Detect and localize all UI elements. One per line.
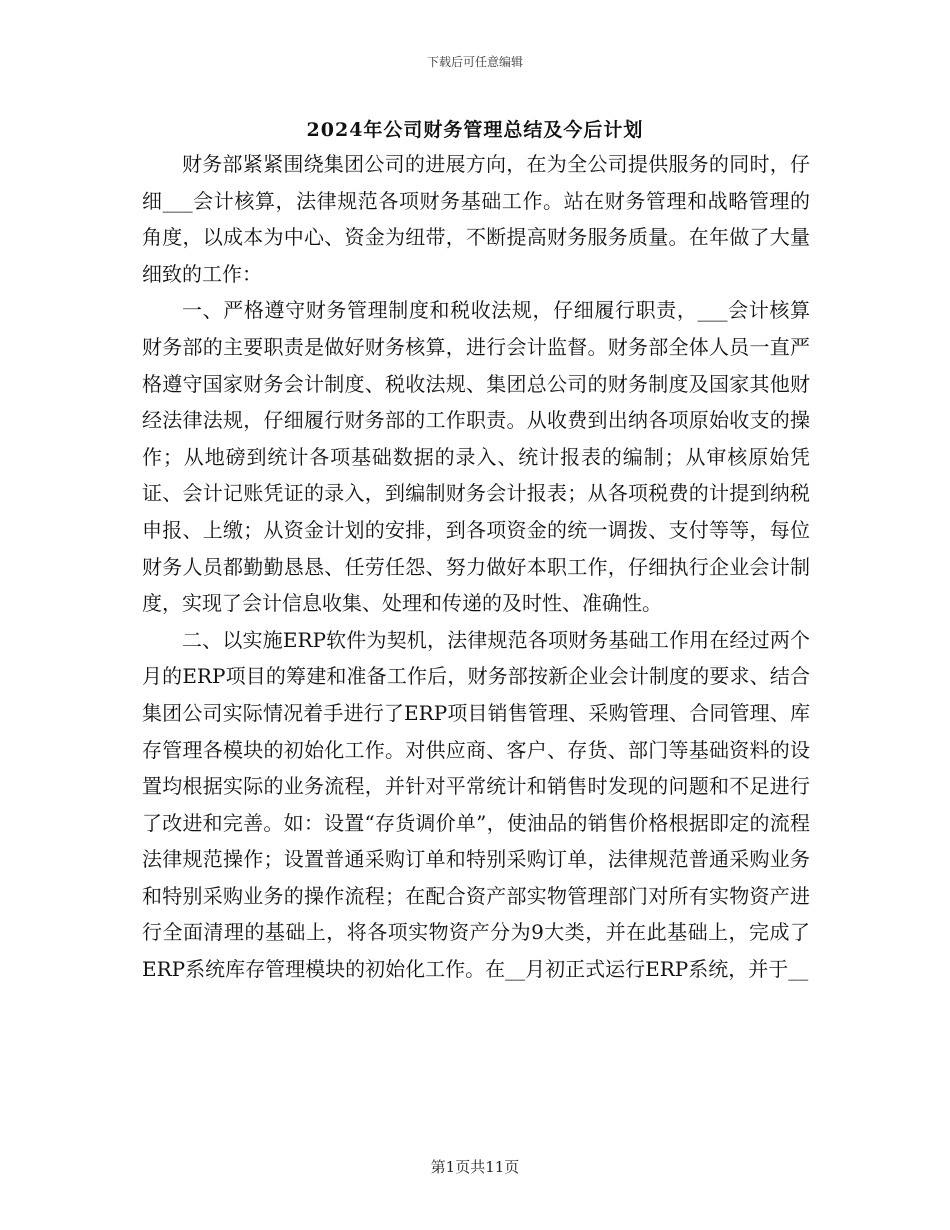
document-title: 2024年公司财务管理总结及今后计划 [306,119,644,141]
document-body [142,146,810,988]
paragraph-section-2: 二、以实施ERP软件为契机，法律规范各项财务基础工作用在经过两个月的ERP项目的筹建和准备工作后，财务部按新企业会计制度的要求、结合集团公司实际情况着手进行了ERP项目销售管理、采购管理、合同管理、库存管理各模块的初始化工作。对供应商、客户、存货、部门等基础资料的设置均根据实际的业务流程，并针对平常统计和销售时发现的问题和不足进行了改进和完善。如：设置“存货调价单”，使油品的销售价格根据即定的流程法律规范操作；设置普通采购订单和特别采购订单，法律规范普通采购业务和特别采购业务的操作流程；在配合资产部实物管理部门对所有实物资产进行全面清理的基础上，将各项实物资产分为9大类，并在此基础上，完成了ERP系统库存管理模块的初始化工作。在__月初正式运行ERP系统，并于__ [142,627,810,982]
header-note: 下载后可任意编辑 [426,55,523,69]
page-indicator: 第1页共11页 [430,1158,520,1176]
paragraph-section-1: 一、严格遵守财务管理制度和税收法规，仔细履行职责，___会计核算财务部的主要职责是做好财务核算，进行会计监督。财务部全体人员一直严格遵守国家财务会计制度、税收法规、集团总公司的财务制度及国家其他财经法律法规，仔细履行财务部的工作职责。从收费到出纳各项原始收支的操作；从地磅到统计各项基础数据的录入、统计报表的编制；从审核原始凭证、会计记账凭证的录入，到编制财务会计报表；从各项税费的计提到纳税申报、上缴；从资金计划的安排，到各项资金的统一调拨、支付等等，每位财务人员都勤勤恳恳、任劳任怨、努力做好本职工作，仔细执行企业会计制度，实现了会计信息收集、处理和传递的及时性、准确性。 [142,298,810,616]
paragraph-intro: 财务部紧紧围绕集团公司的进展方向，在为全公司提供服务的同时，仔细___会计核算，法律规范各项财务基础工作。站在财务管理和战略管理的角度，以成本为中心、资金为纽带，不断提高财务服务质量。在年做了大量细致的工作： [142,152,810,286]
